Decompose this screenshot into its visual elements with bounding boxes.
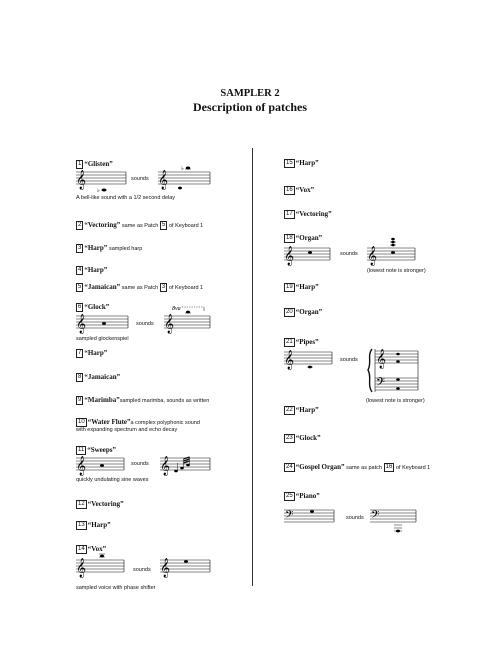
svg-text:𝄞: 𝄞: [376, 349, 387, 369]
music-staff-written: [76, 552, 124, 578]
patch-name: “Harp”: [84, 244, 108, 253]
patch-number: 11: [78, 447, 85, 453]
patch-name: “Gospel Organ”: [295, 463, 345, 472]
patch-number: 19: [286, 284, 293, 290]
patch-number: 24: [286, 464, 293, 470]
patch-name: “Organ”: [295, 234, 323, 243]
svg-text:𝄞: 𝄞: [284, 350, 295, 370]
patch-name: “Organ”: [295, 308, 323, 317]
patch-7: [76, 349, 107, 359]
svg-text:♭: ♭: [97, 188, 100, 194]
music-staff-sounding: [160, 452, 210, 476]
svg-text:𝄢: 𝄢: [376, 376, 386, 392]
patch-number: 14: [78, 546, 85, 552]
patch-desc: with expanding spectrum and echo decay: [76, 427, 178, 433]
patch-number: 16: [286, 187, 293, 193]
patch-name: “Glock”: [84, 303, 110, 312]
music-staff-sounding: [164, 302, 210, 334]
page-subtitle: Description of patches: [193, 100, 307, 114]
music-staff-written: [284, 244, 330, 266]
patch-ref: 3: [161, 284, 166, 290]
svg-text:𝄞: 𝄞: [164, 314, 175, 334]
music-staff-written: [76, 454, 124, 474]
music-grand-staff: [366, 345, 418, 397]
patch-25: [284, 492, 320, 502]
patch-number: 13: [78, 522, 85, 528]
patch-note: (lowest note is stronger): [367, 268, 426, 274]
patch-number: 17: [286, 211, 293, 217]
patch-15: [284, 159, 319, 169]
patch-number: 25: [286, 493, 293, 499]
patch-18: [284, 234, 322, 244]
patch-name: “Harp”: [84, 349, 108, 358]
svg-text:♭: ♭: [181, 166, 184, 172]
music-staff-written: [76, 168, 126, 194]
patch-name: “Vectoring”: [87, 500, 124, 509]
patch-5: [76, 283, 203, 293]
column-divider: [252, 148, 253, 586]
patch-name: “Water Flute”: [87, 418, 131, 427]
svg-text:𝄞: 𝄞: [76, 314, 87, 334]
patch-16: [284, 186, 314, 196]
patch-name: “Glisten”: [84, 160, 113, 169]
patch-name: “Vox”: [295, 186, 315, 195]
sounds-label: sounds: [346, 515, 364, 521]
patch-number: 4: [78, 267, 82, 273]
svg-text:𝄞: 𝄞: [160, 558, 171, 578]
patch-name: “Harp”: [295, 283, 319, 292]
patch-20: [284, 308, 322, 318]
sounds-label: sounds: [131, 461, 149, 467]
patch-name: “Jamaican”: [84, 373, 121, 382]
patch-name: “Harp”: [295, 159, 319, 168]
patch-number: 7: [78, 350, 82, 356]
patch-17: [284, 210, 332, 220]
patch-23: [284, 434, 321, 444]
music-staff-sounding: [158, 162, 210, 192]
patch-number: 2: [78, 222, 82, 228]
svg-text:𝄞: 𝄞: [158, 170, 169, 190]
patch-number: 6: [78, 304, 82, 310]
patch-number: 20: [286, 309, 293, 315]
sounds-label: sounds: [136, 321, 154, 327]
patch-4: [76, 266, 107, 276]
patch-number: 1: [78, 161, 82, 167]
patch-number: 3: [78, 245, 82, 251]
svg-text:𝄞: 𝄞: [284, 246, 295, 266]
patch-number: 9: [78, 397, 82, 403]
music-staff-sounding: [367, 236, 415, 266]
svg-text:𝄞: 𝄞: [76, 456, 87, 476]
patch-19: [284, 283, 319, 293]
svg-text:𝄞: 𝄞: [160, 456, 171, 476]
sounds-label: sounds: [340, 251, 358, 257]
patch-number: 12: [78, 501, 85, 507]
patch-note: quickly undulating sine waves: [76, 477, 149, 483]
patch-desc: of Keyboard 1: [168, 285, 204, 292]
patch-3: [76, 244, 142, 254]
patch-13: [76, 521, 111, 531]
patch-desc: of Keyboard 1: [395, 465, 431, 472]
svg-text:𝄞: 𝄞: [76, 170, 87, 190]
patch-desc: same as Patch: [121, 223, 159, 230]
patch-note: A bell-like sound with a 1/2 second delay: [76, 195, 176, 201]
music-staff-sounding: [160, 556, 210, 578]
patch-number: 15: [286, 160, 293, 166]
sounds-label: sounds: [133, 567, 151, 573]
patch-22: [284, 406, 319, 416]
patch-number: 23: [286, 435, 293, 441]
ottava-mark: 8va: [172, 306, 181, 312]
music-staff-sounding: [370, 506, 416, 534]
patch-name: “Vectoring”: [295, 210, 332, 219]
music-staff-written: [284, 506, 334, 526]
patch-2: [76, 221, 203, 231]
music-staff-written: [76, 310, 128, 334]
patch-number: 21: [286, 339, 293, 345]
patch-name: “Vox”: [87, 545, 107, 554]
patch-24: [284, 463, 430, 473]
patch-note: sampled glockenspiel: [76, 336, 129, 342]
patch-desc: of Keyboard 1: [169, 223, 204, 230]
patch-name: “Vectoring”: [84, 221, 121, 230]
sounds-label: sounds: [340, 357, 358, 363]
page-title: SAMPLER 2: [220, 88, 280, 99]
patch-name: “Marimba”: [84, 396, 120, 405]
patch-name: “Harp”: [84, 266, 108, 275]
patch-21: [284, 338, 319, 348]
patch-8: [76, 373, 120, 383]
patch-number: 10: [78, 419, 85, 425]
patch-name: “Harp”: [87, 521, 111, 530]
patch-name: “Jamaican”: [84, 283, 121, 292]
patch-desc: a complex polyphonic sound: [130, 420, 200, 427]
sounds-label: sounds: [131, 176, 149, 182]
patch-name: “Sweeps”: [87, 446, 117, 455]
patch-number: 5: [78, 284, 82, 290]
patch-name: “Piano”: [295, 492, 320, 501]
patch-ref: 16: [385, 464, 393, 470]
patch-note: (lowest note is stronger): [366, 398, 425, 404]
svg-text:𝄞: 𝄞: [76, 558, 87, 578]
patch-number: 18: [286, 235, 293, 241]
patch-number: 8: [78, 374, 82, 380]
patch-ref: 5: [161, 222, 166, 228]
patch-12: [76, 500, 124, 510]
patch-9: [76, 396, 209, 406]
patch-desc: same as Patch: [121, 285, 159, 292]
patch-desc: sampled harp: [108, 246, 143, 253]
patch-note: sampled voice with phase shifter: [76, 585, 156, 591]
patch-name: “Pipes”: [295, 338, 319, 347]
patch-desc: sampled marimba, sounds as written: [119, 398, 210, 405]
patch-desc: same as patch: [346, 465, 382, 472]
svg-text:𝄞: 𝄞: [367, 246, 378, 266]
music-staff-written: [284, 348, 332, 372]
patch-number: 22: [286, 407, 293, 413]
patch-name: “Glock”: [295, 434, 321, 443]
svg-text:𝄢: 𝄢: [285, 509, 294, 524]
patch-name: “Harp”: [295, 406, 319, 415]
svg-text:𝄢: 𝄢: [371, 509, 380, 524]
